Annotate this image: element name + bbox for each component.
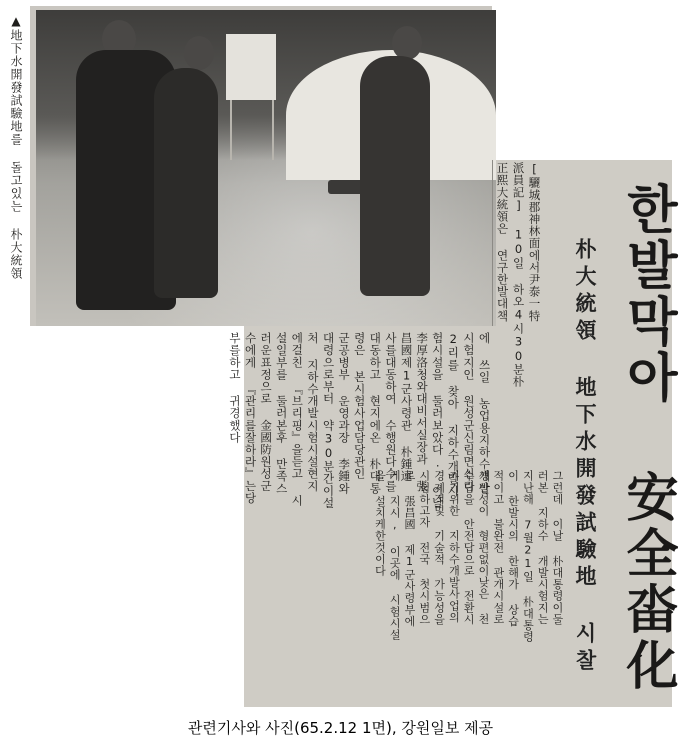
article-column: 시험지인 원성군신림면신리 <box>461 332 476 492</box>
article-column: 派員記] 10일 하오4시30분朴 <box>511 162 526 388</box>
caption-marker: ▲ <box>9 14 23 29</box>
article-column: 처 지하수개발시험시설현지 <box>305 332 320 492</box>
subheadline: 朴大統領 地下水開發試驗地 시찰 <box>573 238 597 676</box>
article-column: 昌國제1군사령관 朴鍾遠 <box>399 332 414 483</box>
source-caption: 관련기사와 사진(65.2.12 1면), 강원일보 제공 <box>187 719 494 737</box>
article-column: 사를대동하여 수행원다수를 <box>383 332 398 492</box>
article-column: 그런데 이날 朴대통령이둘 <box>551 470 564 625</box>
article-column: 게 지시, 이곳에 시험시설 <box>388 470 402 641</box>
article-column: 대동하고 현지에온 朴대통 <box>368 332 383 495</box>
article-column: 키기위한 지하수개발사업의 <box>447 470 461 623</box>
article-column: 설일부를 둘러본후 만족스 <box>274 332 289 495</box>
article-column: 李厚洛청와대비서실장과 張 <box>415 332 430 492</box>
column-rule <box>492 160 493 326</box>
article-column: 시험하고자 전국 첫시범으 <box>417 470 431 625</box>
article-column: 러운표정으로 金國防원성군 <box>259 332 274 492</box>
article-column: 2리를 찾아 지하수개발시 <box>446 332 461 497</box>
article-column: 부를하고 귀경했다 <box>227 332 242 444</box>
article-column: 을 설치케한것이다 <box>373 470 387 577</box>
article-column: 에걸친 『브리핑』을듣고 시 <box>290 332 305 507</box>
headline: 한발막아 安全畓化 <box>617 182 677 694</box>
caption-text: 地下水開發試驗地를 돌고있는 朴大統領 <box>9 29 23 280</box>
article-column: 험시설을 둘러보았다. 이날 <box>430 332 445 509</box>
article-column: 지난해 7월21일 朴대통령 <box>521 470 535 643</box>
article-column: 군공병부 운영과장 李鍾와 <box>337 332 352 495</box>
article-column: 생산성이 형편없이낮은 천 <box>477 470 490 625</box>
article-column: 이 한발시의 한해가 상습 <box>506 470 520 627</box>
article-column: 에 쓰일 농업용지하수개발 <box>477 332 492 495</box>
article-column: 대령으로부터 약30분간이설 <box>321 332 336 509</box>
article-column: 수에게 『관리를잘하라』는당 <box>243 332 258 504</box>
article-column: 수답을 안전답으로 전환시 <box>462 470 476 625</box>
article-column: 正熙大統領은 연구한발대책 <box>495 162 510 322</box>
article-column: 러본 지하수 개발시험지는 <box>536 470 550 625</box>
article-column: 적이고 불완전 관개시설로 <box>491 470 505 625</box>
news-photo <box>36 10 496 326</box>
article-column: 령은 본시험사업담당관인 <box>352 332 367 480</box>
article-column: 경제적및 기술적 가능성을 <box>432 470 446 625</box>
article-column: [驪城郡神林面에서尹泰一特 <box>527 162 542 322</box>
article-column: 로 張昌國 제1군사령부에 <box>403 470 416 627</box>
photo-caption <box>8 14 25 280</box>
